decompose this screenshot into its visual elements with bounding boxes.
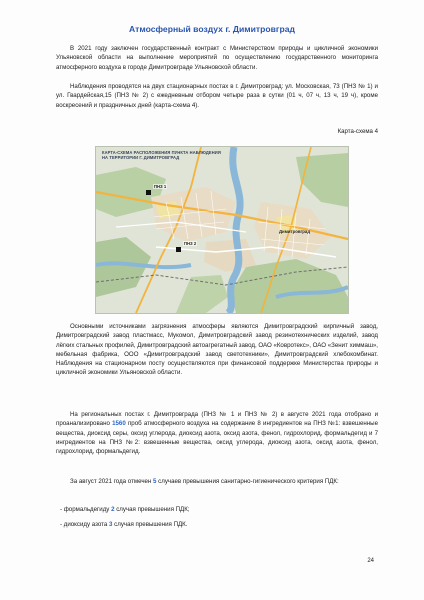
exceed-paragraph — [56, 477, 378, 486]
page-title: Атмосферный воздух г. Димитровград — [129, 24, 295, 34]
list-item-count: 3 — [109, 521, 113, 528]
exceed-count: 5 — [153, 478, 157, 485]
list-item-suffix: случая превышения ПДК. — [112, 521, 188, 528]
intro-paragraph-2 — [56, 82, 378, 110]
list-item-suffix: случая превышения ПДК; — [114, 506, 190, 513]
sources-paragraph — [56, 322, 378, 378]
list-item-prefix: - диоксиду азота — [60, 521, 110, 528]
samples-text-before: На региональных постах г. Димитровграда (ПНЗ № 1 и ПНЗ № 2) в августе 2021 года отобрано и проанализировано — [56, 411, 378, 428]
intro-paragraph-1-text: В 2021 году заключен государственный контракт с Министерством природы и цикличной экономики Ульяновской области на выполнение мероприятий по осуществлению государственного мониторинга атмосферного воздуха в городе Димитровграде Ульяновской области. — [56, 45, 378, 71]
list-item — [60, 505, 189, 514]
list-item — [60, 520, 187, 529]
map-title — [102, 150, 282, 160]
post-2-marker — [176, 247, 181, 252]
exceed-text-before: За август 2021 года отмечен — [70, 478, 154, 485]
map-graphic — [96, 147, 348, 313]
samples-count: 1560 — [112, 420, 126, 428]
post-2-label: ПНЗ 2 — [184, 241, 197, 246]
post-1-label: ПНЗ 1 — [154, 184, 167, 189]
map-city-label: Димитровград — [279, 229, 311, 234]
intro-paragraph-1 — [56, 44, 378, 72]
exceed-text-after: случаев превышения санитарно-гигиенического критерия ПДК: — [156, 478, 339, 485]
samples-paragraph — [56, 410, 378, 456]
map-caption: Карта-схема 4 — [337, 128, 378, 135]
map-title-line-2: НА ТЕРРИТОРИИ Г. ДИМИТРОВГРАД — [102, 155, 180, 160]
sources-paragraph-text: Основными источниками загрязнения атмосферы являются Димитровградский кирпичный завод, Димитровградский завод пластмасс, Мукомол, Димитровградский завод резинотехнических изделий, завод лёгких стальных профилей, Димитровградский автоагрегатный завод, ОАО «Ковротекс», ОАО «Зенит химмаш», мебельная фабрика, ООО «Димитровградский завод светотехники», Димитровградский хлебокомбинат. Наблюдения на стационарном посту осуществляются при финансовой поддержке Министерства природы и цикличной экономики Ульяновской области. — [56, 323, 378, 377]
list-item-prefix: - формальдегиду — [60, 506, 112, 513]
intro-paragraph-2-text: Наблюдения проводятся на двух стационарных постах в г. Димитровград: ул. Московская, 73 (ПНЗ № 1) и ул. Гвардейская,15 (ПНЗ № 2) с ежедневным отбором четыре раза в сутки (01 ч, 07 ч, 13 ч, 19 ч), кроме воскресений и праздничных дней (карта-схема 4). — [56, 83, 378, 109]
page-number: 24 — [367, 558, 374, 564]
list-item-count: 2 — [111, 506, 115, 513]
map-title-line-1: КАРТА-СХЕМА РАСПОЛОЖЕНИЯ ПУНКТА НАБЛЮДЕНИЯ — [102, 150, 221, 155]
samples-text-after: проб атмосферного воздуха на содержание 8 ингредиентов на ПНЗ №1: взвешенные вещества, диоксид серы, оксид углерода, диоксид азота, оксид азота, фенол, гидрохлорид, формальдегид и 7 ингредиентов на ПНЗ №2: взвешенные вещества, оксид углерода, диоксид азота, оксид азота, фенол, гидрохлорид, формальдегид. — [56, 420, 378, 456]
post-1-marker — [146, 190, 151, 195]
city-map — [95, 146, 349, 314]
